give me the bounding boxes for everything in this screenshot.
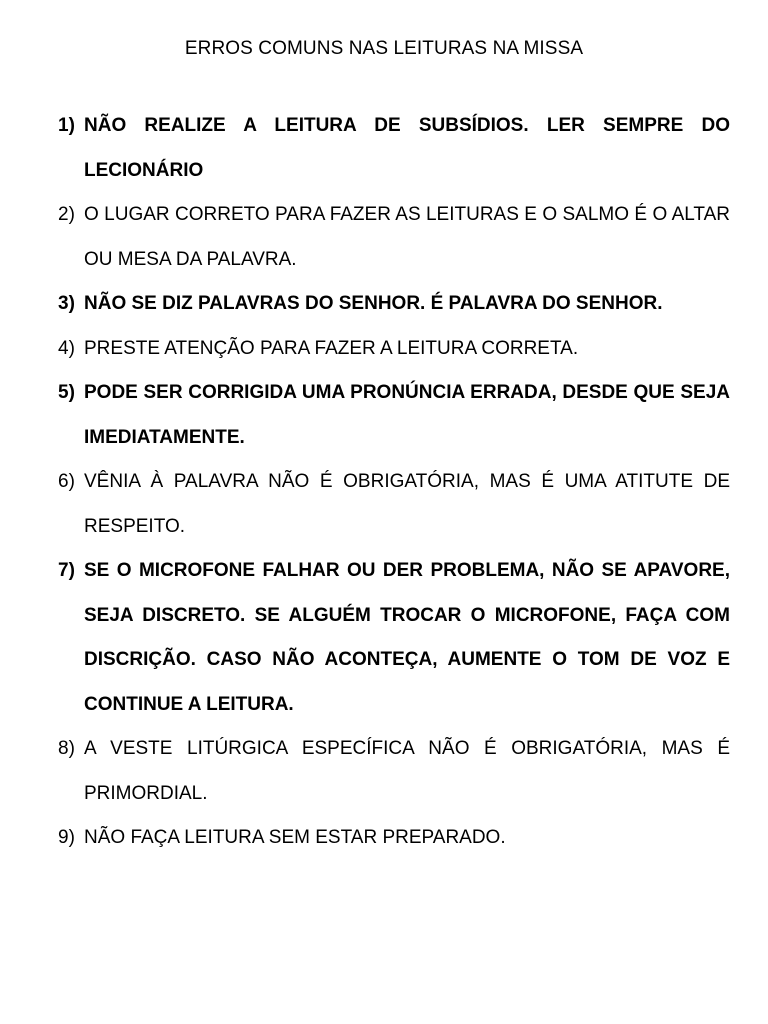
list-item-number: 7) [58,560,75,581]
list-item [58,549,730,727]
list-item-number: 4) [58,337,75,359]
list-item-text: NÃO SE DIZ PALAVRAS DO SENHOR. É PALAVRA DO SENHOR. [84,293,663,314]
list-item-text: PRESTE ATENÇÃO PARA FAZER A LEITURA CORRETA. [84,337,579,359]
list-item-number: 2) [58,204,75,225]
list-item-number: 8) [58,738,75,759]
list-item-text: VÊNIA À PALAVRA NÃO É OBRIGATÓRIA, MAS É UMA ATITUTE DE RESPEITO. [84,471,730,537]
errors-list [58,104,730,861]
list-item-text: NÃO FAÇA LEITURA SEM ESTAR PREPARADO. [84,827,506,848]
list-item [58,282,730,327]
list-item [58,193,730,282]
list-item-number: 1) [58,115,75,136]
list-item-number: 5) [58,382,75,403]
list-item [58,460,730,549]
list-item-number: 9) [58,827,75,848]
list-item-text: NÃO REALIZE A LEITURA DE SUBSÍDIOS. LER SEMPRE DO LECIONÁRIO [84,115,730,181]
list-item [58,104,730,193]
list-item [58,327,730,372]
list-item-text: PODE SER CORRIGIDA UMA PRONÚNCIA ERRADA, DESDE QUE SEJA IMEDIATAMENTE. [84,382,730,448]
list-item-text: O LUGAR CORRETO PARA FAZER AS LEITURAS E O SALMO É O ALTAR OU MESA DA PALAVRA. [84,204,730,270]
list-item-text: A VESTE LITÚRGICA ESPECÍFICA NÃO É OBRIGATÓRIA, MAS É PRIMORDIAL. [84,738,730,804]
list-item-number: 3) [58,293,75,314]
list-item [58,727,730,816]
list-item-text: SE O MICROFONE FALHAR OU DER PROBLEMA, NÃO SE APAVORE, SEJA DISCRETO. SE ALGUÉM TROCAR O MICROFONE, FAÇA COM DISCRIÇÃO. CASO NÃO ACONTEÇA, AUMENTE O TOM DE VOZ E CONTINUE A LEITURA. [84,560,730,715]
document-title: ERROS COMUNS NAS LEITURAS NA MISSA [184,38,584,59]
list-item-number: 6) [58,471,75,492]
list-item [58,371,730,460]
list-item [58,816,730,861]
